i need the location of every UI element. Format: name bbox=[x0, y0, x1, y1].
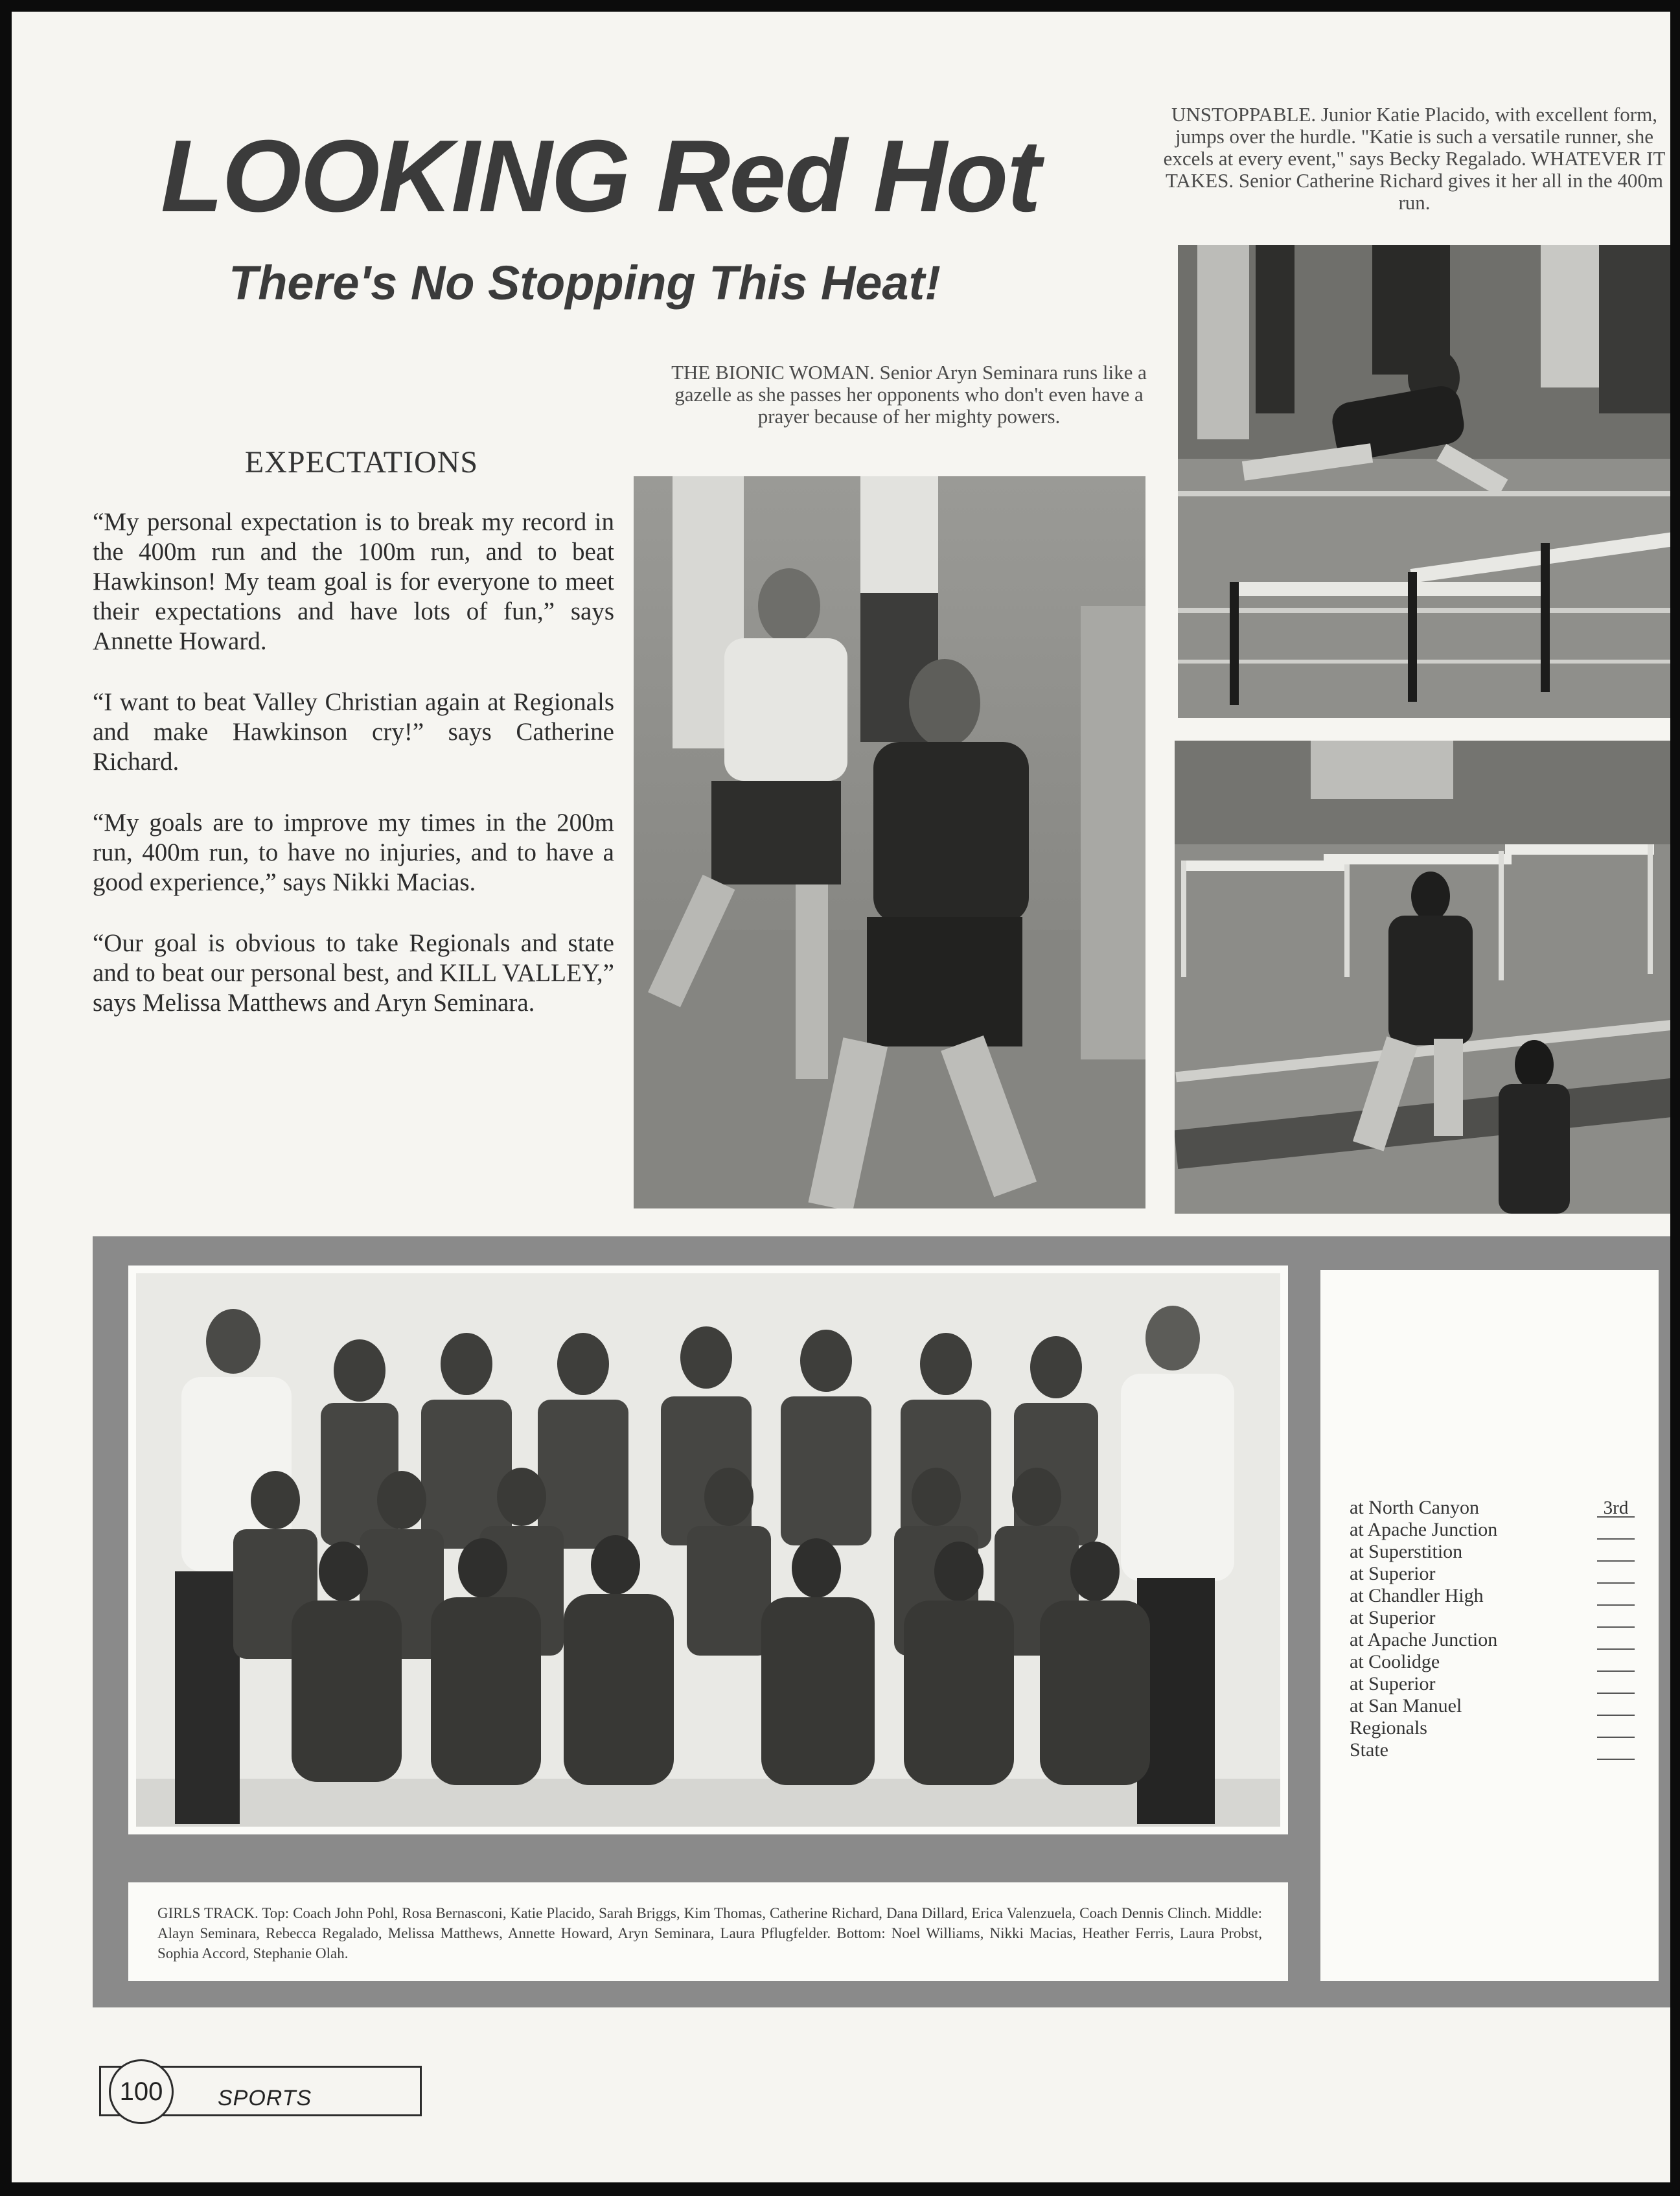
schedule-result bbox=[1597, 1519, 1635, 1540]
schedule-row bbox=[1350, 1563, 1635, 1585]
schedule-row bbox=[1350, 1497, 1635, 1519]
page-footer bbox=[93, 2059, 430, 2124]
meet-schedule bbox=[1320, 1270, 1659, 1981]
expectations-heading: EXPECTATIONS bbox=[244, 445, 479, 480]
schedule-event: State bbox=[1350, 1739, 1388, 1761]
schedule-result bbox=[1597, 1607, 1635, 1628]
schedule-result bbox=[1597, 1651, 1635, 1672]
page-subtitle: There's No Stopping This Heat! bbox=[229, 256, 941, 310]
schedule-event: at North Canyon bbox=[1350, 1497, 1479, 1518]
schedule-result bbox=[1597, 1563, 1635, 1584]
schedule-row bbox=[1350, 1739, 1635, 1761]
schedule-row bbox=[1350, 1695, 1635, 1717]
schedule-event: at Superstition bbox=[1350, 1541, 1463, 1562]
schedule-result bbox=[1597, 1739, 1635, 1760]
runner-photo-caption: THE BIONIC WOMAN. Senior Aryn Seminara runs like a gazelle as she passes her opponents who don't even have a prayer because of her mighty powers. bbox=[671, 361, 1147, 428]
team-photo-frame bbox=[128, 1266, 1288, 1834]
schedule-event: at San Manuel bbox=[1350, 1695, 1462, 1716]
team-panel bbox=[93, 1236, 1670, 2007]
schedule-row bbox=[1350, 1651, 1635, 1673]
schedule-list bbox=[1350, 1497, 1635, 1761]
quote-nikki-macias: “My goals are to improve my times in the 200m run, 400m run, to have no injuries, and to have a good experience,” says Nikki Macias. bbox=[93, 809, 614, 896]
schedule-event: at Coolidge bbox=[1350, 1651, 1440, 1672]
schedule-result bbox=[1597, 1541, 1635, 1562]
schedule-event: at Apache Junction bbox=[1350, 1629, 1498, 1650]
schedule-event: at Superior bbox=[1350, 1673, 1436, 1694]
page-title: LOOKING Red Hot bbox=[161, 119, 1040, 233]
schedule-row bbox=[1350, 1519, 1635, 1541]
schedule-row bbox=[1350, 1673, 1635, 1695]
schedule-row bbox=[1350, 1717, 1635, 1739]
yearbook-page bbox=[12, 12, 1670, 2182]
quote-catherine-richard: “I want to beat Valley Christian again at Regionals and make Hawkinson cry!” says Catherine Richard. bbox=[93, 688, 614, 776]
schedule-row bbox=[1350, 1585, 1635, 1607]
schedule-event: at Apache Junction bbox=[1350, 1519, 1498, 1540]
schedule-result bbox=[1597, 1629, 1635, 1650]
schedule-row bbox=[1350, 1629, 1635, 1651]
schedule-event: Regionals bbox=[1350, 1717, 1427, 1739]
quote-annette-howard: “My personal expectation is to break my record in the 400m run and the 100m run, and to beat Hawkinson! My team goal is for everyone to meet their expectations and have lots of fun,” says Annette Howard. bbox=[93, 508, 614, 655]
team-photo bbox=[136, 1273, 1280, 1827]
page-number: 100 bbox=[109, 2059, 174, 2124]
runner-photo bbox=[634, 476, 1145, 1208]
schedule-event: at Superior bbox=[1350, 1607, 1436, 1628]
schedule-row bbox=[1350, 1541, 1635, 1563]
schedule-event: at Superior bbox=[1350, 1563, 1436, 1584]
hurdle-photo-caption: UNSTOPPABLE. Junior Katie Placido, with excellent form, jumps over the hurdle. "Katie is such a versatile runner, she excels at every event," says Becky Regalado. WHATEVER IT TAKES. Senior Catherine Richard gives it her all in the 400m run. bbox=[1163, 103, 1666, 214]
hurdle-photo bbox=[1178, 245, 1670, 718]
schedule-result bbox=[1597, 1695, 1635, 1716]
schedule-result bbox=[1597, 1717, 1635, 1738]
track-runner-photo bbox=[1175, 741, 1670, 1214]
expectations-quotes bbox=[93, 507, 614, 1049]
team-photo-caption: GIRLS TRACK. Top: Coach John Pohl, Rosa Bernasconi, Katie Placido, Sarah Briggs, Kim Thomas, Catherine Richard, Dana Dillard, Erica Valenzuela, Coach Dennis Clinch. Middle: Alayn Seminara, Rebecca Regalado, Melissa Matthews, Annette Howard, Aryn Seminara, Laura Pflugfelder. Bottom: Noel Williams, Nikki Macias, Heather Ferris, Laura Probst, Sophia Accord, Stephanie Olah. bbox=[128, 1882, 1288, 1981]
schedule-row bbox=[1350, 1607, 1635, 1629]
quote-matthews-seminara: “Our goal is obvious to take Regionals and state and to beat our personal best, and KILL VALLEY,” says Melissa Matthews and Aryn Seminara. bbox=[93, 929, 614, 1017]
section-label: SPORTS bbox=[218, 2086, 312, 2110]
schedule-result bbox=[1597, 1673, 1635, 1694]
schedule-result: 3rd bbox=[1597, 1497, 1635, 1518]
schedule-event: at Chandler High bbox=[1350, 1585, 1484, 1606]
schedule-result bbox=[1597, 1585, 1635, 1606]
